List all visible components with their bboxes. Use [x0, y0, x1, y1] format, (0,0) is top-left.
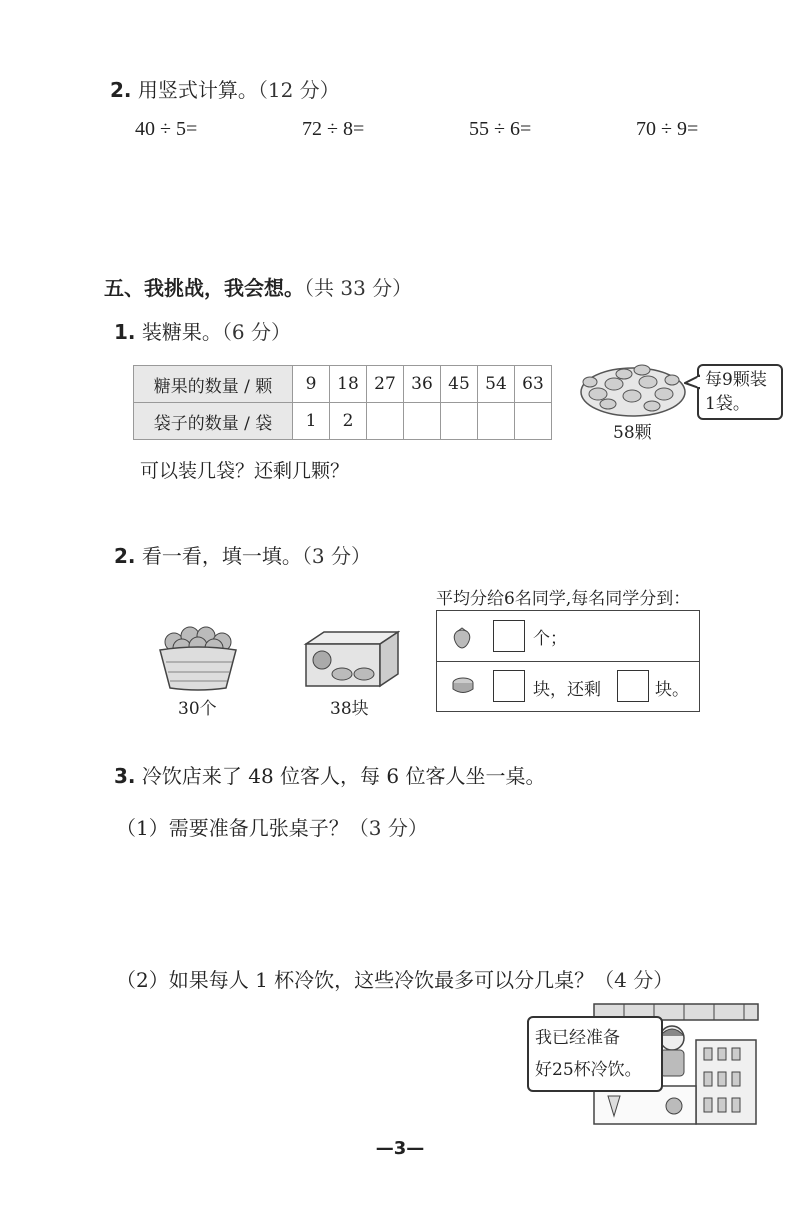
cake-box-icon	[302, 630, 400, 690]
fill-box	[436, 610, 700, 712]
table-cell: 9	[293, 366, 330, 403]
strawberry-count-label: 30个	[178, 699, 217, 719]
q5-3-sub2: （2）如果每人 1 杯冷饮，这些冷饮最多可以分几桌？（4 分）	[116, 968, 674, 992]
cake-unit: 块，还剩	[533, 680, 601, 700]
remainder-answer-box[interactable]	[617, 670, 649, 702]
q5-1-heading: 1. 装糖果。（6 分）	[114, 320, 291, 344]
q5-2-heading: 2. 看一看，填一填。（3 分）	[114, 544, 371, 568]
cake-count-label: 38块	[330, 699, 369, 719]
q5-1-question: 可以装几袋？还剩几颗？	[140, 460, 350, 482]
section5-heading: 五、我挑战，我会想。（共 33 分）	[104, 276, 413, 300]
q5-3-heading: 3. 冷饮店来了 48 位客人，每 6 位客人坐一桌。	[114, 764, 546, 788]
cake-answer-box[interactable]	[493, 670, 525, 702]
row1-header: 糖果的数量 / 颗	[134, 366, 293, 403]
candy-pile-icon	[578, 356, 688, 418]
table-cell: 1	[293, 403, 330, 440]
table-cell: 18	[330, 366, 367, 403]
table-cell: 27	[367, 366, 404, 403]
calc-1: 40 ÷ 5=	[135, 118, 198, 140]
candy-speech-bubble: 每9颗装 1袋。	[697, 364, 783, 420]
table-row	[134, 366, 552, 403]
candy-table	[133, 365, 552, 440]
calc-2: 72 ÷ 8=	[302, 118, 365, 140]
calc-3: 55 ÷ 6=	[469, 118, 532, 140]
share-prompt: 平均分给6名同学,每名同学分到：	[436, 589, 691, 609]
q4-2-heading: 2. 用竖式计算。（12 分）	[110, 78, 340, 102]
strawberry-unit: 个；	[533, 629, 567, 649]
strawberry-basket-icon	[156, 616, 240, 692]
q5-3-sub1: （1）需要准备几张桌子？（3 分）	[116, 816, 428, 840]
table-cell-blank[interactable]	[404, 403, 441, 440]
table-cell: 36	[404, 366, 441, 403]
table-cell-blank[interactable]	[478, 403, 515, 440]
strawberry-answer-box[interactable]	[493, 620, 525, 652]
page-number: —3—	[375, 1138, 425, 1159]
table-cell: 63	[515, 366, 552, 403]
candy-count-label: 58颗	[613, 423, 652, 443]
table-cell: 2	[330, 403, 367, 440]
table-cell-blank[interactable]	[515, 403, 552, 440]
row2-header: 袋子的数量 / 袋	[134, 403, 293, 440]
fill-row-strawberry	[437, 611, 699, 662]
table-cell: 45	[441, 366, 478, 403]
bubble-tail-icon	[684, 374, 700, 390]
strawberry-icon	[451, 627, 473, 649]
cake-icon	[451, 676, 475, 696]
table-cell-blank[interactable]	[441, 403, 478, 440]
table-cell-blank[interactable]	[367, 403, 404, 440]
table-cell: 54	[478, 366, 515, 403]
table-row	[134, 403, 552, 440]
shop-speech-bubble: 我已经准备 好25杯冷饮。	[527, 1016, 663, 1092]
calc-4: 70 ÷ 9=	[636, 118, 699, 140]
remainder-unit: 块。	[655, 680, 689, 700]
fill-row-cake	[437, 662, 699, 711]
